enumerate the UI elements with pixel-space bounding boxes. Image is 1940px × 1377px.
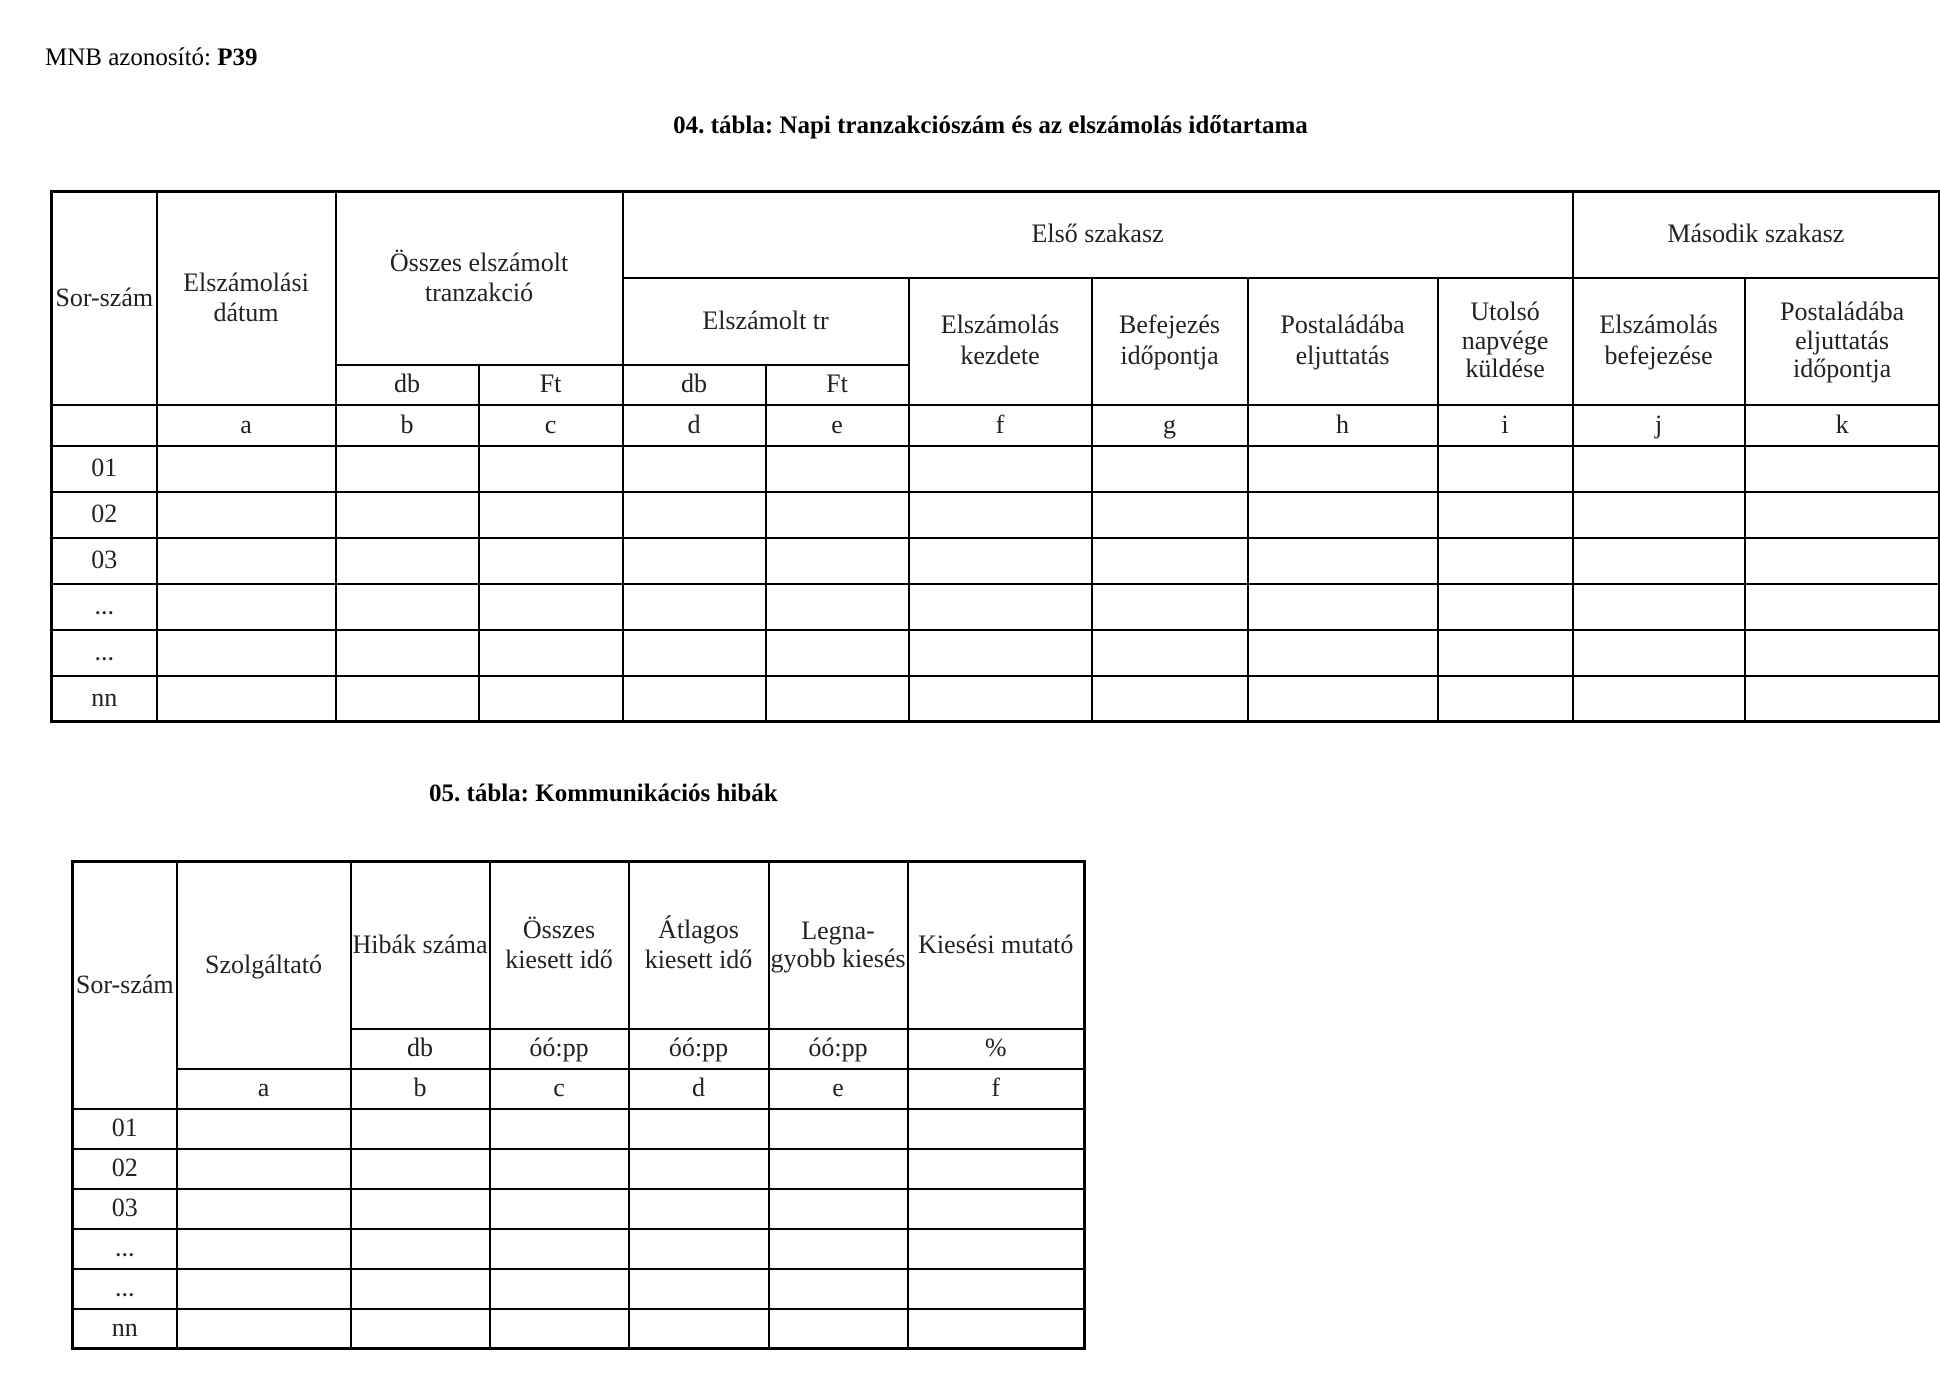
data-cell [490, 1149, 629, 1189]
header-elszamolt-tr: Elszámolt tr [623, 278, 909, 365]
data-cell [157, 630, 336, 676]
data-cell [769, 1269, 908, 1309]
letter-cell: g [1092, 405, 1248, 446]
header-szolgaltato: Szolgáltató [177, 862, 351, 1069]
data-cell [479, 584, 623, 630]
row-number: 01 [52, 446, 157, 492]
data-cell [1092, 676, 1248, 722]
data-cell [177, 1149, 351, 1189]
data-cell [336, 584, 479, 630]
letter-cell: c [479, 405, 623, 446]
data-cell [908, 1109, 1085, 1149]
row-number: 02 [52, 492, 157, 538]
data-cell [769, 1149, 908, 1189]
data-cell [909, 584, 1092, 630]
data-cell [629, 1189, 769, 1229]
data-cell [479, 676, 623, 722]
data-cell [766, 446, 909, 492]
data-cell [490, 1229, 629, 1269]
data-cell [177, 1229, 351, 1269]
data-cell [177, 1309, 351, 1349]
data-cell [490, 1269, 629, 1309]
data-cell [351, 1189, 490, 1229]
table-row [73, 1229, 1085, 1269]
table-row [52, 584, 1940, 630]
data-cell [766, 630, 909, 676]
unit-cell: db [351, 1029, 490, 1069]
row-number: ... [52, 630, 157, 676]
header-osszes-elszamolt-tranzakcio: Összes elszámolt tranzakció [336, 192, 623, 365]
data-cell [766, 676, 909, 722]
table-row [73, 1309, 1085, 1349]
header-osszes-kiesett-ido: Összes kiesett idő [490, 862, 629, 1029]
letter-cell: b [351, 1069, 490, 1109]
data-cell [1438, 676, 1573, 722]
letter-cell: d [629, 1069, 769, 1109]
mnb-identifier [45, 44, 258, 72]
data-cell [623, 630, 766, 676]
header-sorszam: Sor-szám [52, 192, 157, 405]
header-masodik-szakasz: Második szakasz [1573, 192, 1940, 278]
data-cell [177, 1269, 351, 1309]
data-cell [1745, 584, 1940, 630]
header-legnagyobb-kieses: Legna-gyobb kiesés [769, 862, 908, 1029]
data-cell [1092, 584, 1248, 630]
row-number: 03 [73, 1189, 177, 1229]
data-cell [1248, 630, 1438, 676]
data-cell [177, 1109, 351, 1149]
data-cell [909, 538, 1092, 584]
data-cell [623, 492, 766, 538]
data-cell [157, 538, 336, 584]
data-cell [1745, 538, 1940, 584]
data-cell [336, 446, 479, 492]
header-elso-szakasz: Első szakasz [623, 192, 1573, 278]
data-cell [157, 676, 336, 722]
data-cell [909, 630, 1092, 676]
data-cell [479, 446, 623, 492]
data-cell [1745, 446, 1940, 492]
table-row [73, 1149, 1085, 1189]
data-cell [1248, 584, 1438, 630]
data-cell [629, 1109, 769, 1149]
data-cell [766, 584, 909, 630]
letter-cell: d [623, 405, 766, 446]
row-number: 03 [52, 538, 157, 584]
letter-cell: a [177, 1069, 351, 1109]
data-cell [1573, 676, 1745, 722]
data-cell [1438, 584, 1573, 630]
unit-cell: Ft [479, 365, 623, 405]
letter-cell: i [1438, 405, 1573, 446]
table-row [52, 630, 1940, 676]
data-cell [490, 1189, 629, 1229]
row-number: ... [73, 1229, 177, 1269]
table-row [52, 676, 1940, 722]
header-elszamolasi-datum: Elszámolási dátum [157, 192, 336, 405]
data-cell [629, 1269, 769, 1309]
letter-cell: e [766, 405, 909, 446]
table04-body [52, 446, 1940, 722]
table-row [73, 1189, 1085, 1229]
data-cell [490, 1309, 629, 1349]
data-cell [1438, 492, 1573, 538]
data-cell [1438, 446, 1573, 492]
data-cell [908, 1229, 1085, 1269]
data-cell [1438, 538, 1573, 584]
data-cell [1248, 492, 1438, 538]
data-cell [1092, 538, 1248, 584]
data-cell [336, 676, 479, 722]
data-cell [769, 1229, 908, 1269]
data-cell [351, 1109, 490, 1149]
row-number: ... [73, 1269, 177, 1309]
data-cell [351, 1229, 490, 1269]
data-cell [908, 1309, 1085, 1349]
data-cell [909, 446, 1092, 492]
unit-cell: óó:pp [769, 1029, 908, 1069]
letter-cell: h [1248, 405, 1438, 446]
row-number: 02 [73, 1149, 177, 1189]
unit-cell: db [623, 365, 766, 405]
data-cell [1573, 584, 1745, 630]
header-befejezes-idopontja: Befejezés időpontja [1092, 278, 1248, 405]
data-cell [908, 1149, 1085, 1189]
header-postaladaba-eljuttatas-idopontja: Postaládába eljuttatás időpontja [1745, 278, 1940, 405]
unit-cell: óó:pp [629, 1029, 769, 1069]
data-cell [1248, 538, 1438, 584]
header-kiesesi-mutato: Kiesési mutató [908, 862, 1085, 1029]
data-cell [157, 492, 336, 538]
data-cell [490, 1109, 629, 1149]
unit-cell: óó:pp [490, 1029, 629, 1069]
mnb-code: P39 [217, 44, 258, 71]
data-cell [629, 1149, 769, 1189]
data-cell [1573, 492, 1745, 538]
data-cell [623, 538, 766, 584]
data-cell [769, 1309, 908, 1349]
header-sorszam: Sor-szám [73, 862, 177, 1109]
data-cell [909, 676, 1092, 722]
data-cell [336, 538, 479, 584]
data-cell [629, 1309, 769, 1349]
letter-cell: j [1573, 405, 1745, 446]
letter-cell: b [336, 405, 479, 446]
data-cell [1092, 492, 1248, 538]
letter-cell: c [490, 1069, 629, 1109]
unit-cell: % [908, 1029, 1085, 1069]
data-cell [623, 446, 766, 492]
table-row [52, 538, 1940, 584]
unit-cell: Ft [766, 365, 909, 405]
data-cell [351, 1309, 490, 1349]
data-cell [1745, 492, 1940, 538]
data-cell [908, 1189, 1085, 1229]
data-cell [623, 676, 766, 722]
data-cell [629, 1229, 769, 1269]
data-cell [623, 584, 766, 630]
letter-cell: f [909, 405, 1092, 446]
table-row [73, 1269, 1085, 1309]
unit-cell: db [336, 365, 479, 405]
row-number: ... [52, 584, 157, 630]
data-cell [1092, 446, 1248, 492]
data-cell [336, 630, 479, 676]
data-cell [1438, 630, 1573, 676]
header-postaladaba-eljuttatas: Postaládába eljuttatás [1248, 278, 1438, 405]
header-utolso-napvege-kuldese: Utolsó napvége küldése [1438, 278, 1573, 405]
data-cell [1248, 676, 1438, 722]
data-cell [351, 1269, 490, 1309]
data-cell [479, 630, 623, 676]
data-cell [479, 492, 623, 538]
data-cell [157, 446, 336, 492]
row-number: 01 [73, 1109, 177, 1149]
data-cell [909, 492, 1092, 538]
data-cell [1248, 446, 1438, 492]
letter-cell: f [908, 1069, 1085, 1109]
data-cell [766, 492, 909, 538]
table04 [50, 190, 1940, 723]
letter-cell: k [1745, 405, 1940, 446]
data-cell [336, 492, 479, 538]
data-cell [157, 584, 336, 630]
header-elszamolas-befejezese: Elszámolás befejezése [1573, 278, 1745, 405]
empty-cell [52, 405, 157, 446]
table-row [52, 492, 1940, 538]
data-cell [1092, 630, 1248, 676]
header-hibak-szama: Hibák száma [351, 862, 490, 1029]
table-row [73, 1109, 1085, 1149]
data-cell [351, 1149, 490, 1189]
data-cell [1573, 538, 1745, 584]
data-cell [479, 538, 623, 584]
table05 [71, 860, 1086, 1350]
data-cell [766, 538, 909, 584]
data-cell [177, 1189, 351, 1229]
data-cell [1745, 630, 1940, 676]
data-cell [769, 1109, 908, 1149]
data-cell [1745, 676, 1940, 722]
data-cell [1573, 630, 1745, 676]
letter-cell: a [157, 405, 336, 446]
header-elszamolas-kezdete: Elszámolás kezdete [909, 278, 1092, 405]
letter-cell: e [769, 1069, 908, 1109]
header-atlagos-kiesett-ido: Átlagos kiesett idő [629, 862, 769, 1029]
data-cell [1573, 446, 1745, 492]
table04-caption: 04. tábla: Napi tranzakciószám és az elszámolás időtartama [673, 112, 1308, 139]
table05-caption: 05. tábla: Kommunikációs hibák [429, 780, 778, 807]
table05-body [73, 1109, 1085, 1349]
row-number: nn [73, 1309, 177, 1349]
table-row [52, 446, 1940, 492]
data-cell [769, 1189, 908, 1229]
data-cell [908, 1269, 1085, 1309]
row-number: nn [52, 676, 157, 722]
mnb-label: MNB azonosító: [45, 44, 211, 71]
